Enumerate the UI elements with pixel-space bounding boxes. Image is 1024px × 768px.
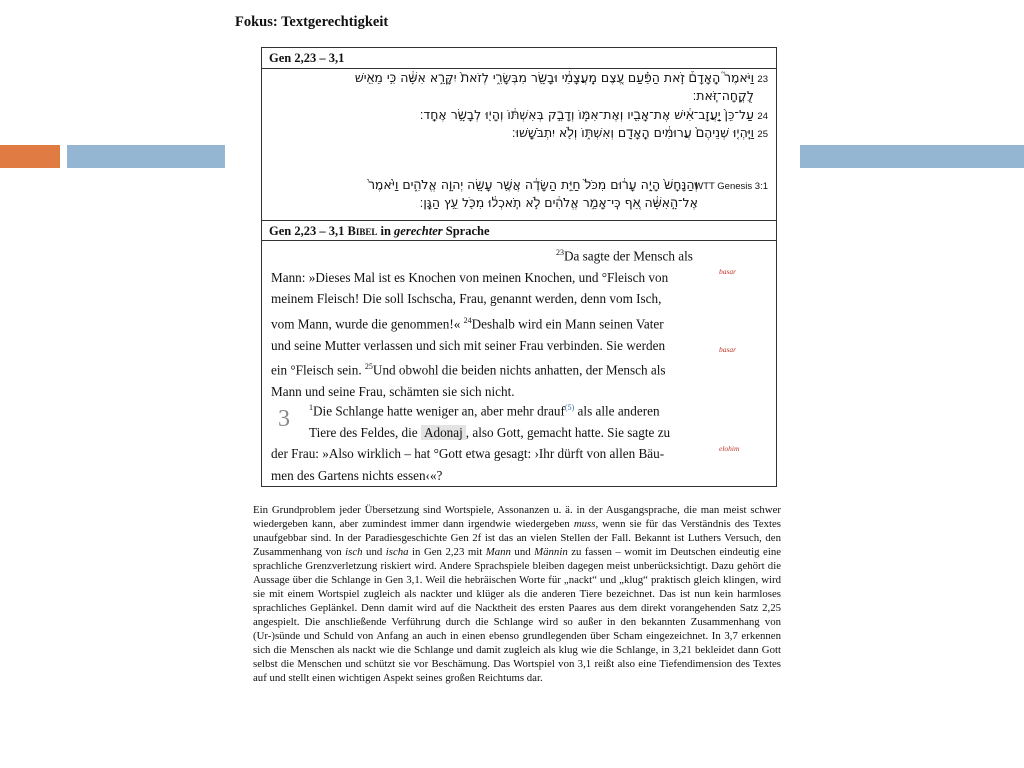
verse-number: 23	[757, 74, 768, 85]
decor-blue-bar-right	[800, 145, 1024, 168]
wtt-reference: WTT Genesis 3:1	[694, 181, 768, 192]
adonaj-highlight: Adonaj	[421, 425, 466, 440]
hebrew-line: לֻֽקֳחָה־זֹּֽאת׃	[692, 88, 754, 103]
hebrew-section-header: Gen 2,23 – 3,1	[262, 48, 776, 69]
margin-note: elohim	[719, 444, 740, 453]
hebrew-line: וְהַנָּחָשׁ֙ הָיָ֣ה עָר֔וּם מִכֹּל֙ חַיַּ֣ת הַשָּׂדֶ֔ה אֲשֶׁ֥ר עָשָׂ֖ה יְהוָ֣ה אֱלֹהִ֑ים וַיֹּ֙אמֶר֙	[368, 177, 698, 192]
hebrew-line: עַל־כֵּן֙ יַֽעֲזָב־אִ֔ישׁ אֶת־אָבִ֖יו וְאֶת־אִמּ֑וֹ וְדָבַ֣ק בְּאִשְׁתּ֔וֹ וְהָי֖וּ לְבָשָׂ֥ר אֶחָֽד׃	[419, 107, 754, 122]
margin-note: basar	[719, 267, 737, 276]
hebrew-line: וַיִּֽהְי֤וּ שְׁנֵיהֶם֙ עֲרוּמִּ֔ים הָֽאָדָ֖ם וְאִשְׁתּ֑וֹ וְלֹ֖א יִתְבֹּשָֽׁשׁוּ׃	[511, 125, 754, 140]
german-verses-chapter2: $^{23}$Da sagte der Mensch als Mann: »Dieses Mal ist es Knochen von meinen Knochen, und °Fleisch von meinem Fleisch! Die soll Ischscha, Frau, genannt werden, denn vom Isch, vom Mann, wurde die genommen!« $^{24}$Deshalb wird ein Mann seinen Vater und seine Mutter verlassen und sich mit seiner Frau verbinden. Sie werden ein °Fleisch sein. $^{25}$Und obwohl die beiden nichts anhatten, der Mensch als Mann und seine Frau, schämten sie sich nicht.	[271, 248, 693, 400]
decor-blue-bar-left	[67, 145, 225, 168]
bible-comparison-box	[261, 47, 777, 487]
german-verses-chapter3: $^1$Die Schlange hatte weniger an, aber mehr drauf$^{(5)}$ als alle anderen Tiere des Feldes, die Adonaj , also Gott, gemacht hatte. Sie sagte zu der Frau: »Also wirklich – hat °Gott etwa gesagt: ›Ihr dürft von allen Bäu- men des Gartens nichts essen‹«?	[271, 403, 671, 483]
decor-orange-bar	[0, 145, 60, 168]
hebrew-line: וַיֹּאמֶר֮ הָֽאָדָם֒ זֹ֣את הַפַּ֗עַם עֶ֚צֶם מֵֽעֲצָמַ֔י וּבָשָׂ֖ר מִבְּשָׂרִ֑י לְזֹאת֙ יִקָּרֵ֣א אִשָּׁ֔ה כִּ֥י מֵאִ֖ישׁ	[354, 70, 754, 85]
german-section-header: Gen 2,23 – 3,1 Bibel in gerechter Sprache	[262, 220, 776, 241]
commentary-paragraph: Ein Grundproblem jeder Übersetzung sind Wortspiele, Assonanzen u. ä. in der Ausgangsprache, die man meist schwer wiedergeben kann, aber zumindest immer dann irgendwie wiedergeben muss, wenn sie für das Verständnis des Textes unaufgebbar sind. In der Paradiesgeschichte Gen 2f ist das an vielen Stellen der Fall. Bekannt ist Luthers Versuch, den Zusammenhang von isch und ischa in Gen 2,23 mit Mann und Männin zu fassen – womit im Deutschen eindeutig eine sprachliche Grenzverletzung riskiert wird. Andere Sprachspiele bleiben dagegen meist unberücksichtigt. Dazu gehört die Aussage über die Schlange in Gen 3,1. Weil die hebräischen Worte für „nackt“ und „klug“ praktisch gleich klingen, wird sie mit einem Wortspiel zugleich als nackter und klüger als die anderen Tiere bezeichnet. Das ist nun kein harmloses sprachliches Geplänkel. Denn damit wird auf die Nacktheit des ersten Paares aus dem direkt vorangehenden Satz 2,25 angespielt. Die anschließende Verführung durch die Schlange wird so außer in den bekannten Zusammenhang von (Ur-)sünde und Schuld von Anfang an auch in einen ebenso grundlegenden über Scham eingezeichnet. In 3,7 erkennen sich die Menschen als nackt wie die Schlange und damit zugleich als klug wie die Schlange, in 3,21 bekleidet dann Gott selbst die Menschen und schützt sie vor Beschämung. Das Wortspiel von 3,1 reißt also eine Tiefendimension des Textes auf und stellt einen wichtigen Aspekt seines großen Reichtums dar.	[253, 504, 782, 684]
verse-number: 25	[757, 129, 768, 140]
slide-title: Fokus: Textgerechtigkeit	[235, 14, 389, 30]
hebrew-line: אֶל־הָ֣אִשָּׁ֔ה אַ֚ף כִּֽי־אָמַ֣ר אֱלֹהִ֔ים לֹ֣א תֹֽאכְל֔וּ מִכֹּ֖ל עֵ֥ץ הַגָּֽן׃	[419, 195, 698, 210]
chapter-number: 3	[278, 406, 290, 432]
verse-number: 24	[757, 111, 768, 122]
margin-note: basar	[719, 345, 737, 354]
